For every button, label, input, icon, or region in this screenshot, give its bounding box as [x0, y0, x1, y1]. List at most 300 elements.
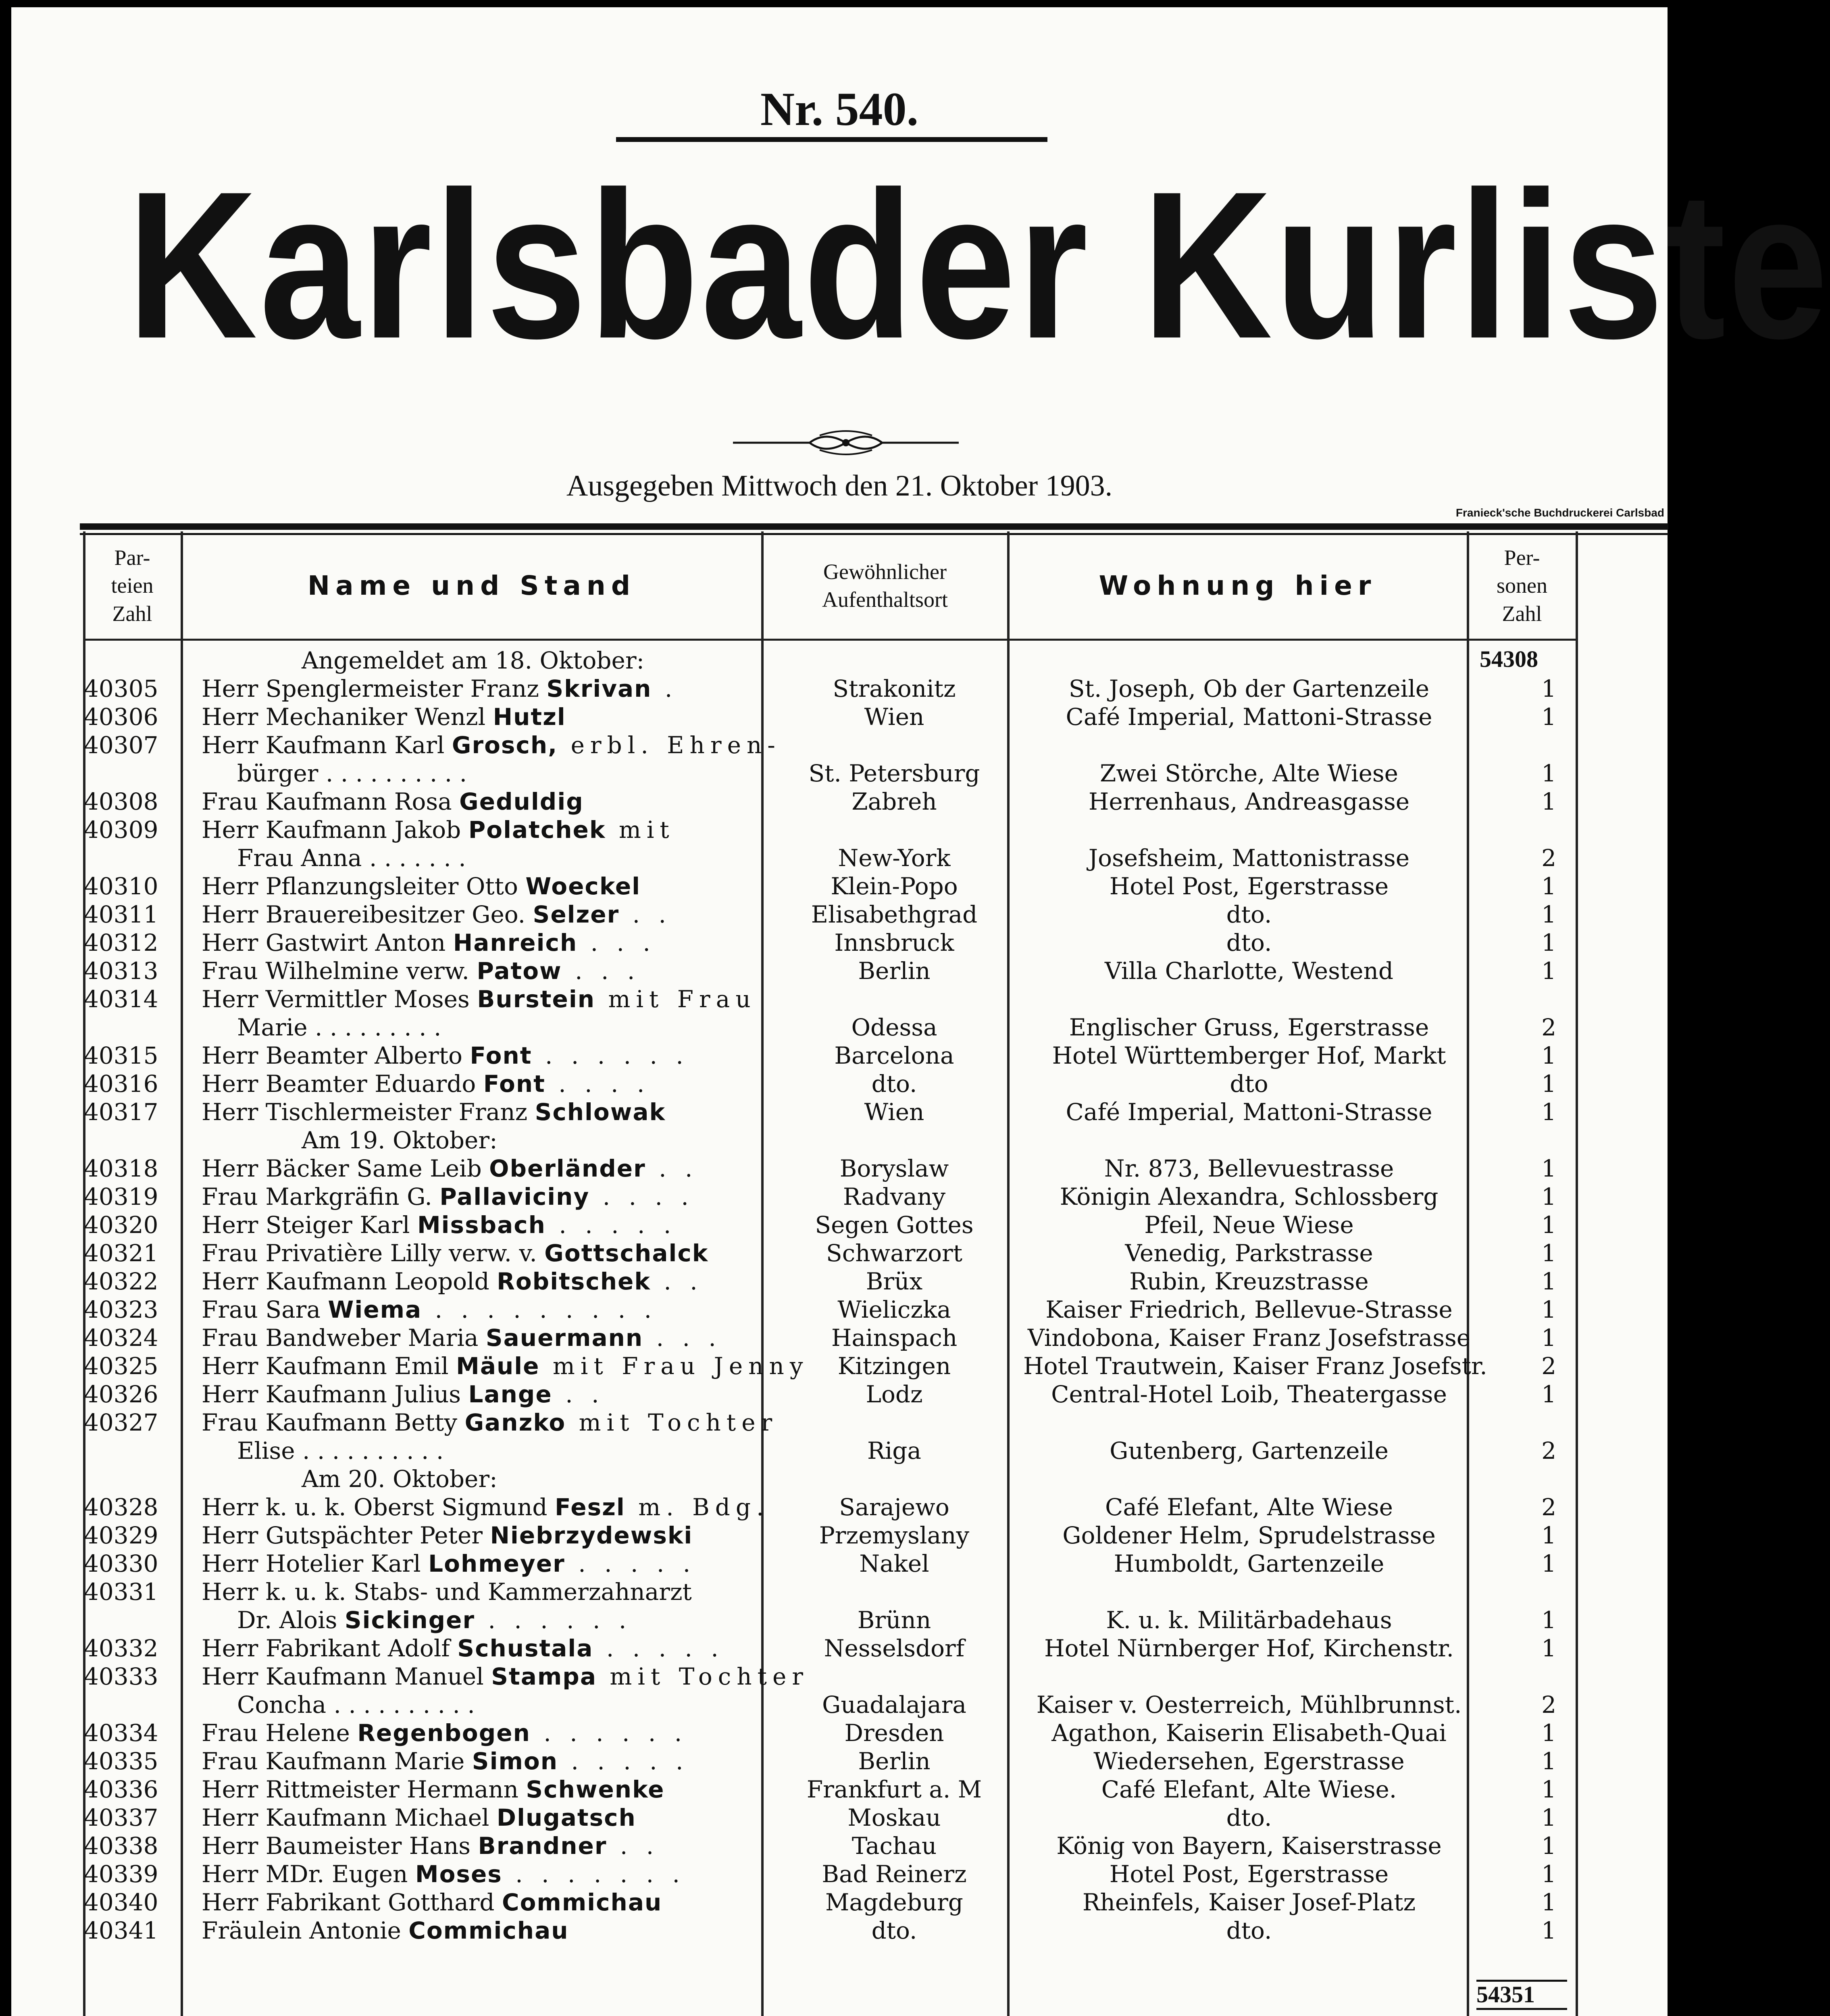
home-town: Zabreh	[852, 788, 937, 815]
ornament-divider	[733, 427, 959, 459]
home-town: Riga	[867, 1437, 921, 1464]
name-tail: .	[652, 675, 678, 702]
party-number: 40305	[84, 675, 158, 702]
guest-title-occupation: Herr Kaufmann Jakob	[202, 816, 468, 843]
local-residence: K. u. k. Militärbadehaus	[1106, 1606, 1392, 1634]
guest-surname: Oberländer	[489, 1155, 646, 1182]
local-residence: Kaiser v. Oesterreich, Mühlbrunnst.	[1036, 1691, 1462, 1718]
local-residence: Hotel Trautwein, Kaiser Franz Josefstr.	[1023, 1352, 1487, 1380]
guest-name	[202, 872, 770, 900]
guest-name	[202, 1211, 770, 1239]
name-continuation: Elise . . . . . . . . . .	[237, 1437, 444, 1464]
guest-list	[11, 646, 1668, 1945]
party-number: 40329	[84, 1522, 158, 1549]
person-count: 1	[1541, 1211, 1556, 1239]
name-tail: . . .	[562, 957, 641, 985]
local-residence: Englischer Gruss, Egerstrasse	[1069, 1014, 1429, 1041]
table-row	[11, 1267, 1668, 1295]
home-town: Wien	[864, 703, 924, 731]
table-row	[11, 1719, 1668, 1747]
home-town: Moskau	[847, 1804, 941, 1831]
party-number: 40325	[84, 1352, 158, 1380]
person-count: 1	[1541, 1296, 1556, 1323]
masthead-title: Karlsbader Kurliste	[127, 148, 1830, 382]
guest-surname: Gottschalck	[544, 1239, 709, 1267]
person-count: 2	[1541, 1691, 1556, 1718]
guest-surname: Lohmeyer	[428, 1550, 565, 1577]
guest-name	[237, 844, 806, 872]
guest-title-occupation: Herr MDr. Eugen	[202, 1860, 415, 1888]
guest-name	[202, 1352, 809, 1380]
home-town: Barcelona	[834, 1042, 954, 1069]
home-town: Lodz	[866, 1381, 923, 1408]
table-row	[11, 929, 1668, 957]
person-count: 1	[1541, 1832, 1556, 1860]
table-row	[11, 1662, 1668, 1691]
person-count: 1	[1541, 1889, 1556, 1916]
name-continuation: Marie . . . . . . . . .	[237, 1014, 441, 1041]
date-section-heading-row	[11, 1126, 1668, 1154]
party-number: 40315	[84, 1042, 158, 1069]
party-number: 40306	[84, 703, 158, 731]
party-number: 40334	[84, 1719, 158, 1747]
party-number: 40341	[84, 1917, 158, 1944]
guest-name	[202, 1041, 770, 1070]
guest-surname: Woeckel	[525, 873, 641, 900]
guest-name	[202, 1521, 770, 1549]
person-count: 1	[1541, 1550, 1556, 1577]
guest-surname: Grosch,	[452, 731, 558, 759]
local-residence: Hotel Post, Egerstrasse	[1109, 873, 1389, 900]
home-town: St. Petersburg	[808, 760, 980, 787]
home-town: Innsbruck	[834, 929, 954, 956]
table-row	[11, 1324, 1668, 1352]
guest-surname: Feszl	[554, 1493, 625, 1521]
home-town: dto.	[871, 1070, 917, 1098]
home-town: Frankfurt a. M	[806, 1776, 982, 1803]
guest-title-occupation: Fräulein Antonie	[202, 1917, 409, 1944]
local-residence: Rheinfels, Kaiser Josef-Platz	[1082, 1889, 1416, 1916]
guest-name	[202, 900, 770, 929]
guest-surname: Mäule	[456, 1352, 540, 1380]
guest-title-occupation: Frau Helene	[202, 1719, 358, 1747]
guest-title-occupation: Herr Kaufmann Michael	[202, 1804, 497, 1831]
local-residence: König von Bayern, Kaiserstrasse	[1056, 1832, 1442, 1860]
name-tail: . . . .	[545, 1070, 650, 1098]
guest-name	[202, 1719, 770, 1747]
name-tail: mit Frau	[595, 985, 756, 1013]
newspaper-page	[11, 7, 1830, 2016]
home-town: Hainspach	[831, 1324, 958, 1352]
table-row	[11, 872, 1668, 900]
date-section-heading: Am 20. Oktober:	[302, 1465, 498, 1493]
guest-surname: Patow	[477, 957, 562, 985]
person-count: 1	[1541, 1239, 1556, 1267]
guest-name	[202, 1832, 770, 1860]
guest-title-occupation: Herr Brauereibesitzer Geo.	[202, 901, 533, 928]
guest-title-occupation: Herr Spenglermeister Franz	[202, 675, 547, 702]
party-number: 40309	[84, 816, 158, 843]
name-tail: erbl. Ehren-	[558, 731, 781, 759]
header-rule-thin	[80, 533, 1668, 535]
person-count: 1	[1541, 1324, 1556, 1352]
party-number: 40326	[84, 1381, 158, 1408]
table-row	[11, 1493, 1668, 1521]
guest-surname: Schwenke	[526, 1776, 665, 1803]
name-continuation: Concha . . . . . . . . . .	[237, 1691, 475, 1718]
table-row	[11, 1380, 1668, 1408]
guest-title-occupation: Herr Kaufmann Julius	[202, 1381, 468, 1408]
person-count: 1	[1541, 1747, 1556, 1775]
guest-name	[237, 1013, 806, 1041]
guest-name	[202, 731, 781, 759]
table-row	[11, 844, 1668, 872]
guest-title-occupation: Herr Hotelier Karl	[202, 1550, 429, 1577]
person-count: 1	[1541, 1183, 1556, 1210]
table-row	[11, 703, 1668, 731]
name-tail: . .	[552, 1381, 605, 1408]
table-row	[11, 1098, 1668, 1126]
home-town: Magdeburg	[825, 1889, 963, 1916]
table-row	[11, 1408, 1668, 1437]
person-count: 1	[1541, 1522, 1556, 1549]
home-town: Nesselsdorf	[824, 1635, 965, 1662]
name-tail: . . . . . .	[530, 1719, 688, 1747]
local-residence: Hotel Württemberger Hof, Markt	[1052, 1042, 1446, 1069]
guest-name	[202, 1634, 770, 1662]
name-tail: . . . . .	[565, 1550, 696, 1577]
guest-title-occupation: Herr Kaufmann Karl	[202, 731, 452, 759]
guest-surname: Font	[483, 1070, 545, 1098]
local-residence: Zwei Störche, Alte Wiese	[1099, 760, 1399, 787]
party-number: 40319	[84, 1183, 158, 1210]
guest-name	[202, 675, 770, 703]
table-row	[11, 787, 1668, 816]
guest-name	[202, 1662, 809, 1691]
guest-surname: Ganzko	[464, 1409, 566, 1436]
guest-surname: Font	[470, 1042, 532, 1069]
table-row	[11, 1860, 1668, 1888]
guest-title-occupation: Herr Mechaniker Wenzl	[202, 703, 493, 731]
local-residence: Humboldt, Gartenzeile	[1114, 1550, 1384, 1577]
name-tail: mit Tochter	[596, 1663, 809, 1690]
party-number: 40331	[84, 1578, 158, 1606]
home-town: Brüx	[866, 1268, 923, 1295]
table-row	[11, 1747, 1668, 1775]
person-count: 1	[1541, 957, 1556, 985]
person-count: 1	[1541, 1804, 1556, 1831]
local-residence: Café Imperial, Mattoni-Strasse	[1066, 703, 1432, 731]
local-residence: Café Imperial, Mattoni-Strasse	[1066, 1098, 1432, 1126]
party-number: 40312	[84, 929, 158, 956]
name-tail: . . . .	[589, 1183, 694, 1210]
party-number: 40314	[84, 985, 158, 1013]
person-count: 1	[1541, 929, 1556, 956]
guest-surname: Sauermann	[485, 1324, 643, 1352]
person-count: 1	[1541, 873, 1556, 900]
guest-name	[202, 1267, 770, 1295]
party-number: 40307	[84, 731, 158, 759]
carried-total: 54308	[1480, 646, 1538, 672]
table-row	[11, 759, 1668, 787]
party-number: 40321	[84, 1239, 158, 1267]
guest-name	[202, 1098, 770, 1126]
person-count: 1	[1541, 1268, 1556, 1295]
party-number: 40332	[84, 1635, 158, 1662]
guest-title-occupation: Frau Privatière Lilly verw. v.	[202, 1239, 545, 1267]
date-section-heading: Am 19. Oktober:	[302, 1127, 498, 1154]
home-town: Brünn	[857, 1606, 931, 1634]
home-town: Nakel	[859, 1550, 929, 1577]
guest-name	[202, 1154, 770, 1183]
column-header-residence: Wohnung hier	[1099, 570, 1377, 601]
party-number: 40310	[84, 873, 158, 900]
guest-name	[237, 759, 806, 787]
local-residence: Central-Hotel Loib, Theatergasse	[1051, 1381, 1447, 1408]
person-count: 1	[1541, 1155, 1556, 1182]
guest-surname: Lange	[468, 1381, 552, 1408]
party-number: 40313	[84, 957, 158, 985]
party-number: 40340	[84, 1889, 158, 1916]
guest-surname: Regenbogen	[357, 1719, 531, 1747]
person-count: 1	[1541, 1070, 1556, 1098]
guest-name	[202, 1408, 778, 1437]
home-town: Elisabethgrad	[811, 901, 978, 928]
home-town: Strakonitz	[833, 675, 956, 702]
guest-name	[202, 1888, 770, 1916]
guest-surname: Commichau	[408, 1917, 569, 1944]
guest-title-occupation: Herr k. u. k. Oberst Sigmund	[202, 1493, 555, 1521]
guest-title-occupation: Frau Kaufmann Betty	[202, 1409, 465, 1436]
guest-name	[202, 1295, 770, 1324]
home-town: Kitzingen	[837, 1352, 951, 1380]
guest-surname: Skrivan	[546, 675, 652, 702]
table-row	[11, 1070, 1668, 1098]
home-town: Wieliczka	[837, 1296, 951, 1323]
guest-title-occupation: Herr Beamter Eduardo	[202, 1070, 483, 1098]
local-residence: St. Joseph, Ob der Gartenzeile	[1068, 675, 1430, 702]
person-count: 1	[1541, 788, 1556, 815]
party-number: 40339	[84, 1860, 158, 1888]
home-town: Przemyslany	[819, 1522, 970, 1549]
local-residence: Rubin, Kreuzstrasse	[1129, 1268, 1369, 1295]
table-row	[11, 957, 1668, 985]
guest-title-occupation: Frau Bandweber Maria	[202, 1324, 486, 1352]
table-row	[11, 1211, 1668, 1239]
person-count: 1	[1541, 901, 1556, 928]
name-tail: mit Frau Jenny	[539, 1352, 809, 1380]
name-tail: . .	[650, 1268, 703, 1295]
person-count: 1	[1541, 1635, 1556, 1662]
home-town: New-York	[838, 844, 951, 872]
party-number: 40333	[84, 1663, 158, 1690]
home-town: Tachau	[852, 1832, 937, 1860]
home-town: Radvany	[843, 1183, 946, 1210]
guest-name	[202, 1747, 770, 1775]
table-row	[11, 1352, 1668, 1380]
local-residence: dto.	[1226, 1804, 1272, 1831]
guest-name	[202, 1916, 770, 1945]
party-number: 40323	[84, 1296, 158, 1323]
person-count: 2	[1541, 1014, 1556, 1041]
local-residence: dto	[1230, 1070, 1268, 1098]
home-town: Wien	[864, 1098, 924, 1126]
name-tail: m. Bdg.	[625, 1493, 770, 1521]
local-residence: Wiedersehen, Egerstrasse	[1093, 1747, 1405, 1775]
name-tail: mit Tochter	[566, 1409, 778, 1436]
local-residence: Kaiser Friedrich, Bellevue-Strasse	[1045, 1296, 1453, 1323]
person-count: 2	[1541, 1352, 1556, 1380]
table-row	[11, 731, 1668, 759]
table-row	[11, 1804, 1668, 1832]
party-number: 40320	[84, 1211, 158, 1239]
name-tail: mit	[606, 816, 675, 843]
guest-surname: Commichau	[502, 1889, 662, 1916]
guest-title-occupation: Herr Kaufmann Leopold	[202, 1268, 497, 1295]
person-count: 1	[1541, 1381, 1556, 1408]
guest-surname: Moses	[415, 1860, 502, 1888]
party-number: 40327	[84, 1409, 158, 1436]
guest-name	[202, 1183, 770, 1211]
local-residence: Hotel Nürnberger Hof, Kirchenstr.	[1044, 1635, 1454, 1662]
table-row	[11, 1606, 1668, 1634]
person-count: 1	[1541, 703, 1556, 731]
guest-name	[202, 1860, 770, 1888]
person-count: 2	[1541, 844, 1556, 872]
guest-title-occupation: Herr Pflanzungsleiter Otto	[202, 873, 526, 900]
home-town: Klein-Popo	[831, 873, 958, 900]
guest-name	[237, 1606, 806, 1634]
local-residence: Pfeil, Neue Wiese	[1144, 1211, 1354, 1239]
column-header-home: Gewöhnlicher Aufenthaltsort	[822, 559, 948, 612]
local-residence: dto.	[1226, 901, 1272, 928]
date-section-heading-row	[11, 1465, 1668, 1493]
name-tail: . . . . .	[593, 1635, 724, 1662]
local-residence: Hotel Post, Egerstrasse	[1109, 1860, 1389, 1888]
guest-title-occupation: Herr Bäcker Same Leib	[202, 1155, 489, 1182]
guest-name	[202, 957, 770, 985]
name-continuation: Frau Anna . . . . . . .	[237, 844, 466, 872]
guest-name	[202, 1549, 770, 1578]
guest-name	[202, 1324, 770, 1352]
local-residence: Nr. 873, Bellevuestrasse	[1104, 1155, 1394, 1182]
local-residence: Villa Charlotte, Westend	[1105, 957, 1393, 985]
name-tail: . . .	[577, 929, 656, 956]
person-count: 1	[1541, 1606, 1556, 1634]
guest-surname: Simon	[472, 1747, 558, 1775]
person-count: 1	[1541, 760, 1556, 787]
party-number: 40318	[84, 1155, 158, 1182]
party-number: 40338	[84, 1832, 158, 1860]
table-row	[11, 1634, 1668, 1662]
column-header-party-count: Par- teien Zahl	[111, 546, 154, 626]
table-row	[11, 1041, 1668, 1070]
local-residence: Königin Alexandra, Schlossberg	[1060, 1183, 1439, 1210]
home-town: Odessa	[851, 1014, 937, 1041]
person-count: 1	[1541, 1776, 1556, 1803]
party-number: 40330	[84, 1550, 158, 1577]
person-count: 1	[1541, 1042, 1556, 1069]
party-number: 40337	[84, 1804, 158, 1831]
party-number: 40324	[84, 1324, 158, 1352]
table-row	[11, 1521, 1668, 1549]
guest-title-occupation: Herr Gutspächter Peter	[202, 1522, 490, 1549]
guest-surname: Robitschek	[497, 1268, 651, 1295]
guest-surname: Missbach	[417, 1211, 546, 1239]
guest-title-occupation: Herr Vermittler Moses	[202, 985, 477, 1013]
table-row	[11, 1888, 1668, 1916]
local-residence: Josefsheim, Mattonistrasse	[1088, 844, 1410, 872]
guest-surname: Niebrzydewski	[490, 1522, 693, 1549]
person-count: 1	[1541, 1860, 1556, 1888]
guest-title-occupation: Herr Kaufmann Emil	[202, 1352, 456, 1380]
guest-surname: Stampa	[491, 1663, 597, 1690]
name-tail: . .	[619, 901, 672, 928]
guest-name	[202, 703, 770, 731]
local-residence: Café Elefant, Alte Wiese	[1105, 1493, 1393, 1521]
issue-date-line: Ausgegeben Mittwoch den 21. Oktober 1903.	[566, 469, 1113, 502]
total-rule	[1476, 2008, 1567, 2010]
date-section-heading: Angemeldet am 18. Oktober:	[302, 647, 645, 674]
guest-surname: Schlowak	[535, 1098, 666, 1126]
local-residence: Herrenhaus, Andreasgasse	[1088, 788, 1410, 815]
table-row	[11, 1691, 1668, 1719]
party-number: 40317	[84, 1098, 158, 1126]
table-row	[11, 1916, 1668, 1945]
guest-name	[202, 1775, 770, 1804]
table-row	[11, 675, 1668, 703]
guest-title-occupation: Herr Gastwirt Anton	[202, 929, 453, 956]
column-header-name: Name und Stand	[307, 570, 636, 601]
table-row	[11, 1239, 1668, 1267]
party-number: 40311	[84, 901, 158, 928]
guest-name	[202, 1380, 770, 1408]
guest-name	[202, 1578, 770, 1606]
guest-surname: Geduldig	[459, 788, 584, 815]
guest-name	[237, 1691, 806, 1719]
home-town: Sarajewo	[839, 1493, 949, 1521]
local-residence: Goldener Helm, Sprudelstrasse	[1062, 1522, 1436, 1549]
name-tail: . . . . . . . . .	[422, 1296, 658, 1323]
name-tail: . . . . .	[558, 1747, 689, 1775]
issue-number: Nr. 540.	[760, 83, 919, 135]
guest-name	[202, 929, 770, 957]
home-town: Boryslaw	[839, 1155, 949, 1182]
name-tail: . . .	[643, 1324, 722, 1352]
guest-name	[202, 985, 770, 1013]
guest-surname: Polatchek	[468, 816, 606, 843]
date-section-heading-row	[11, 646, 1668, 675]
guest-title-occupation: Herr Steiger Karl	[202, 1211, 417, 1239]
guest-title-occupation: Frau Sara	[202, 1296, 328, 1323]
person-count: 1	[1541, 1719, 1556, 1747]
home-town: Dresden	[844, 1719, 944, 1747]
home-town: Segen Gottes	[815, 1211, 974, 1239]
person-count: 1	[1541, 1917, 1556, 1944]
person-count: 2	[1541, 1493, 1556, 1521]
guest-title-occupation: Herr Fabrikant Gotthard	[202, 1889, 502, 1916]
table-row	[11, 816, 1668, 844]
party-number: 40308	[84, 788, 158, 815]
table-row	[11, 985, 1668, 1013]
person-count: 2	[1541, 1437, 1556, 1464]
guest-title-occupation: Herr k. u. k. Stabs- und Kammerzahnarzt	[202, 1578, 692, 1606]
name-continuation: Dr. Alois	[237, 1606, 345, 1634]
table-row	[11, 1578, 1668, 1606]
guest-title-occupation: Herr Tischlermeister Franz	[202, 1098, 535, 1126]
guest-name	[202, 1239, 770, 1267]
name-tail: . . . . .	[545, 1211, 677, 1239]
